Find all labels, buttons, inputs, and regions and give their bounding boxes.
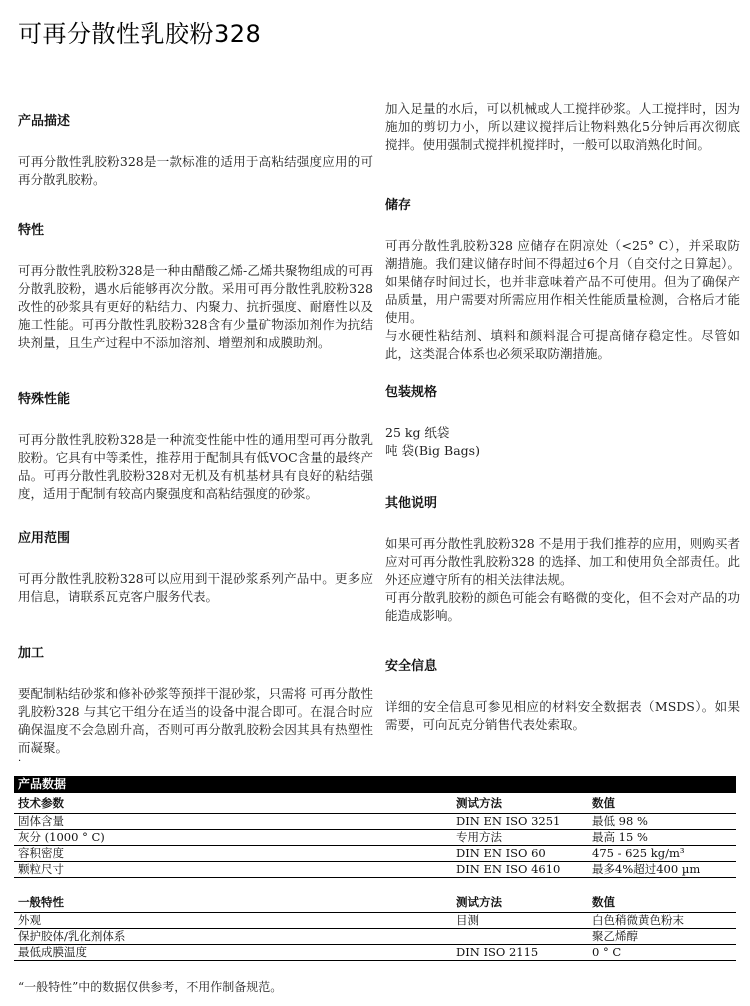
section-text: 与水硬性粘结剂、填料和颜料混合可提高储存稳定性。尽管如此，这类混合体系也必须采取防潮措施。 [385,328,740,361]
table-cell: 外观 [14,913,452,929]
section-heading: 安全信息 [385,659,438,674]
table-cell: 专用方法 [452,830,588,846]
column-header: 一般特性 [14,892,452,913]
table-cell: DIN EN ISO 3251 [452,814,588,830]
table-row [14,846,736,862]
table-cell: 固体含量 [14,814,452,830]
footnote: “一般特性”中的数据仅供参考，不用作制备规范。 [18,980,283,994]
table-cell: DIN EN ISO 60 [452,846,588,862]
packaging-item: 25 kg 纸袋 [385,425,450,440]
table-row [14,929,736,945]
table-cell: 白色稍微黄色粉末 [588,913,736,929]
table-cell: 容积密度 [14,846,452,862]
section-text: 可再分散乳胶粉的颜色可能会有略微的变化，但不会对产品的功能造成影响。 [385,590,740,623]
section-text: 详细的安全信息可参见相应的材料安全数据表（MSDS）。如果需要，可向瓦克分销售代表处索取。 [385,699,740,732]
section-heading: 应用范围 [18,531,71,546]
right-column [385,100,740,734]
section-heading: 产品描述 [18,114,71,129]
table-cell: 目测 [452,913,588,929]
table-cell: 0 ° C [588,945,736,961]
column-header: 测试方法 [452,892,588,913]
section-text: 可再分散性乳胶粉328可以应用到干混砂浆系列产品中。更多应用信息，请联系瓦克客户服务代表。 [18,571,373,604]
table-cell: DIN EN ISO 4610 [452,862,588,878]
column-header: 测试方法 [452,793,588,814]
processing-continued-text: 加入足量的水后，可以机械或人工搅拌砂浆。人工搅拌时，因为施加的剪切力小，所以建议搅拌后让物料熟化5分钟后再次彻底搅拌。使用强制式搅拌机搅拌时，一般可以取消熟化时间。 [385,101,740,152]
table-row [14,945,736,961]
section-heading: 特殊性能 [18,392,71,407]
table-row [14,830,736,846]
section-text: 可再分散性乳胶粉328是一款标准的适用于高粘结强度应用的可再分散乳胶粉。 [18,154,373,187]
table-cell: DIN ISO 2115 [452,945,588,961]
table-cell: 灰分 (1000 ° C) [14,830,452,846]
page-title: 可再分散性乳胶粉328 [18,20,262,48]
column-header: 技术参数 [14,793,452,814]
section-heading: 储存 [385,198,412,213]
product-data-bar: 产品数据 [14,776,736,793]
left-column [18,104,373,757]
section-heading: 其他说明 [385,496,438,511]
section-text: 可再分散性乳胶粉328是一种由醋酸乙烯-乙烯共聚物组成的可再分散乳胶粉，遇水后能够再次分散。采用可再分散性乳胶粉328改性的砂浆具有更好的粘结力、内聚力、抗折强度、耐磨性以及施工性能。可再分散性乳胶粉328含有少量矿物添加剂作为抗结块剂量，且生产过程中不添加溶剂、增塑剂和成膜助剂。 [18,263,373,350]
table-cell: 最低成膜温度 [14,945,452,961]
section-text: 可再分散性乳胶粉328是一种流变性能中性的通用型可再分散乳胶粉。它具有中等柔性，推荐用于配制具有低VOC含量的最终产品。可再分散性乳胶粉328对无机及有机基材具有良好的粘结强度，适用于配制有较高内聚强度和高粘结强度的砂浆。 [18,432,373,501]
section-heading: 特性 [18,223,45,238]
table-cell: 聚乙烯醇 [588,929,736,945]
table-cell: 保护胶体/乳化剂体系 [14,929,452,945]
packaging-item: 吨 袋(Big Bags) [385,443,480,458]
table-cell: 最高 15 % [588,830,736,846]
column-header: 数值 [588,793,736,814]
table-cell: 最多4%超过400 µm [588,862,736,878]
table-row [14,862,736,878]
section-heading: 加工 [18,646,45,661]
table-row [14,814,736,830]
general-properties-table [14,892,736,961]
section-text: 如果可再分散性乳胶粉328 不是用于我们推荐的应用，则购买者应对可再分散性乳胶粉328 的选择、加工和使用负全部责任。此外还应遵守所有的相关法律法规。 [385,536,740,587]
section-text: 要配制粘结砂浆和修补砂浆等预拌干混砂浆，只需将 可再分散性乳胶粉328 与其它干组分在适当的设备中混合即可。在混合时应确保温度不会急剧升高，否则可再分散乳胶粉会因其具有热塑性而凝聚。 [18,686,373,755]
column-header: 数值 [588,892,736,913]
table-row [14,913,736,929]
table-cell [452,929,588,945]
table-cell: 475 - 625 kg/m³ [588,846,736,862]
tech-params-table [14,793,736,878]
section-heading: 包装规格 [385,385,438,400]
section-text: 可再分散性乳胶粉328 应储存在阴凉处（<25° C），并采取防潮措施。我们建议储存时间不得超过6个月（自交付之日算起）。如果储存时间过长，也并非意味着产品不可使用。但为了确保产品质量，用户需要对所需应用作相关性能质量检测，合格后才能使用。 [385,238,740,325]
stray-mark: · [18,756,22,767]
product-data-section [14,776,736,961]
table-cell: 颗粒尺寸 [14,862,452,878]
table-cell: 最低 98 % [588,814,736,830]
